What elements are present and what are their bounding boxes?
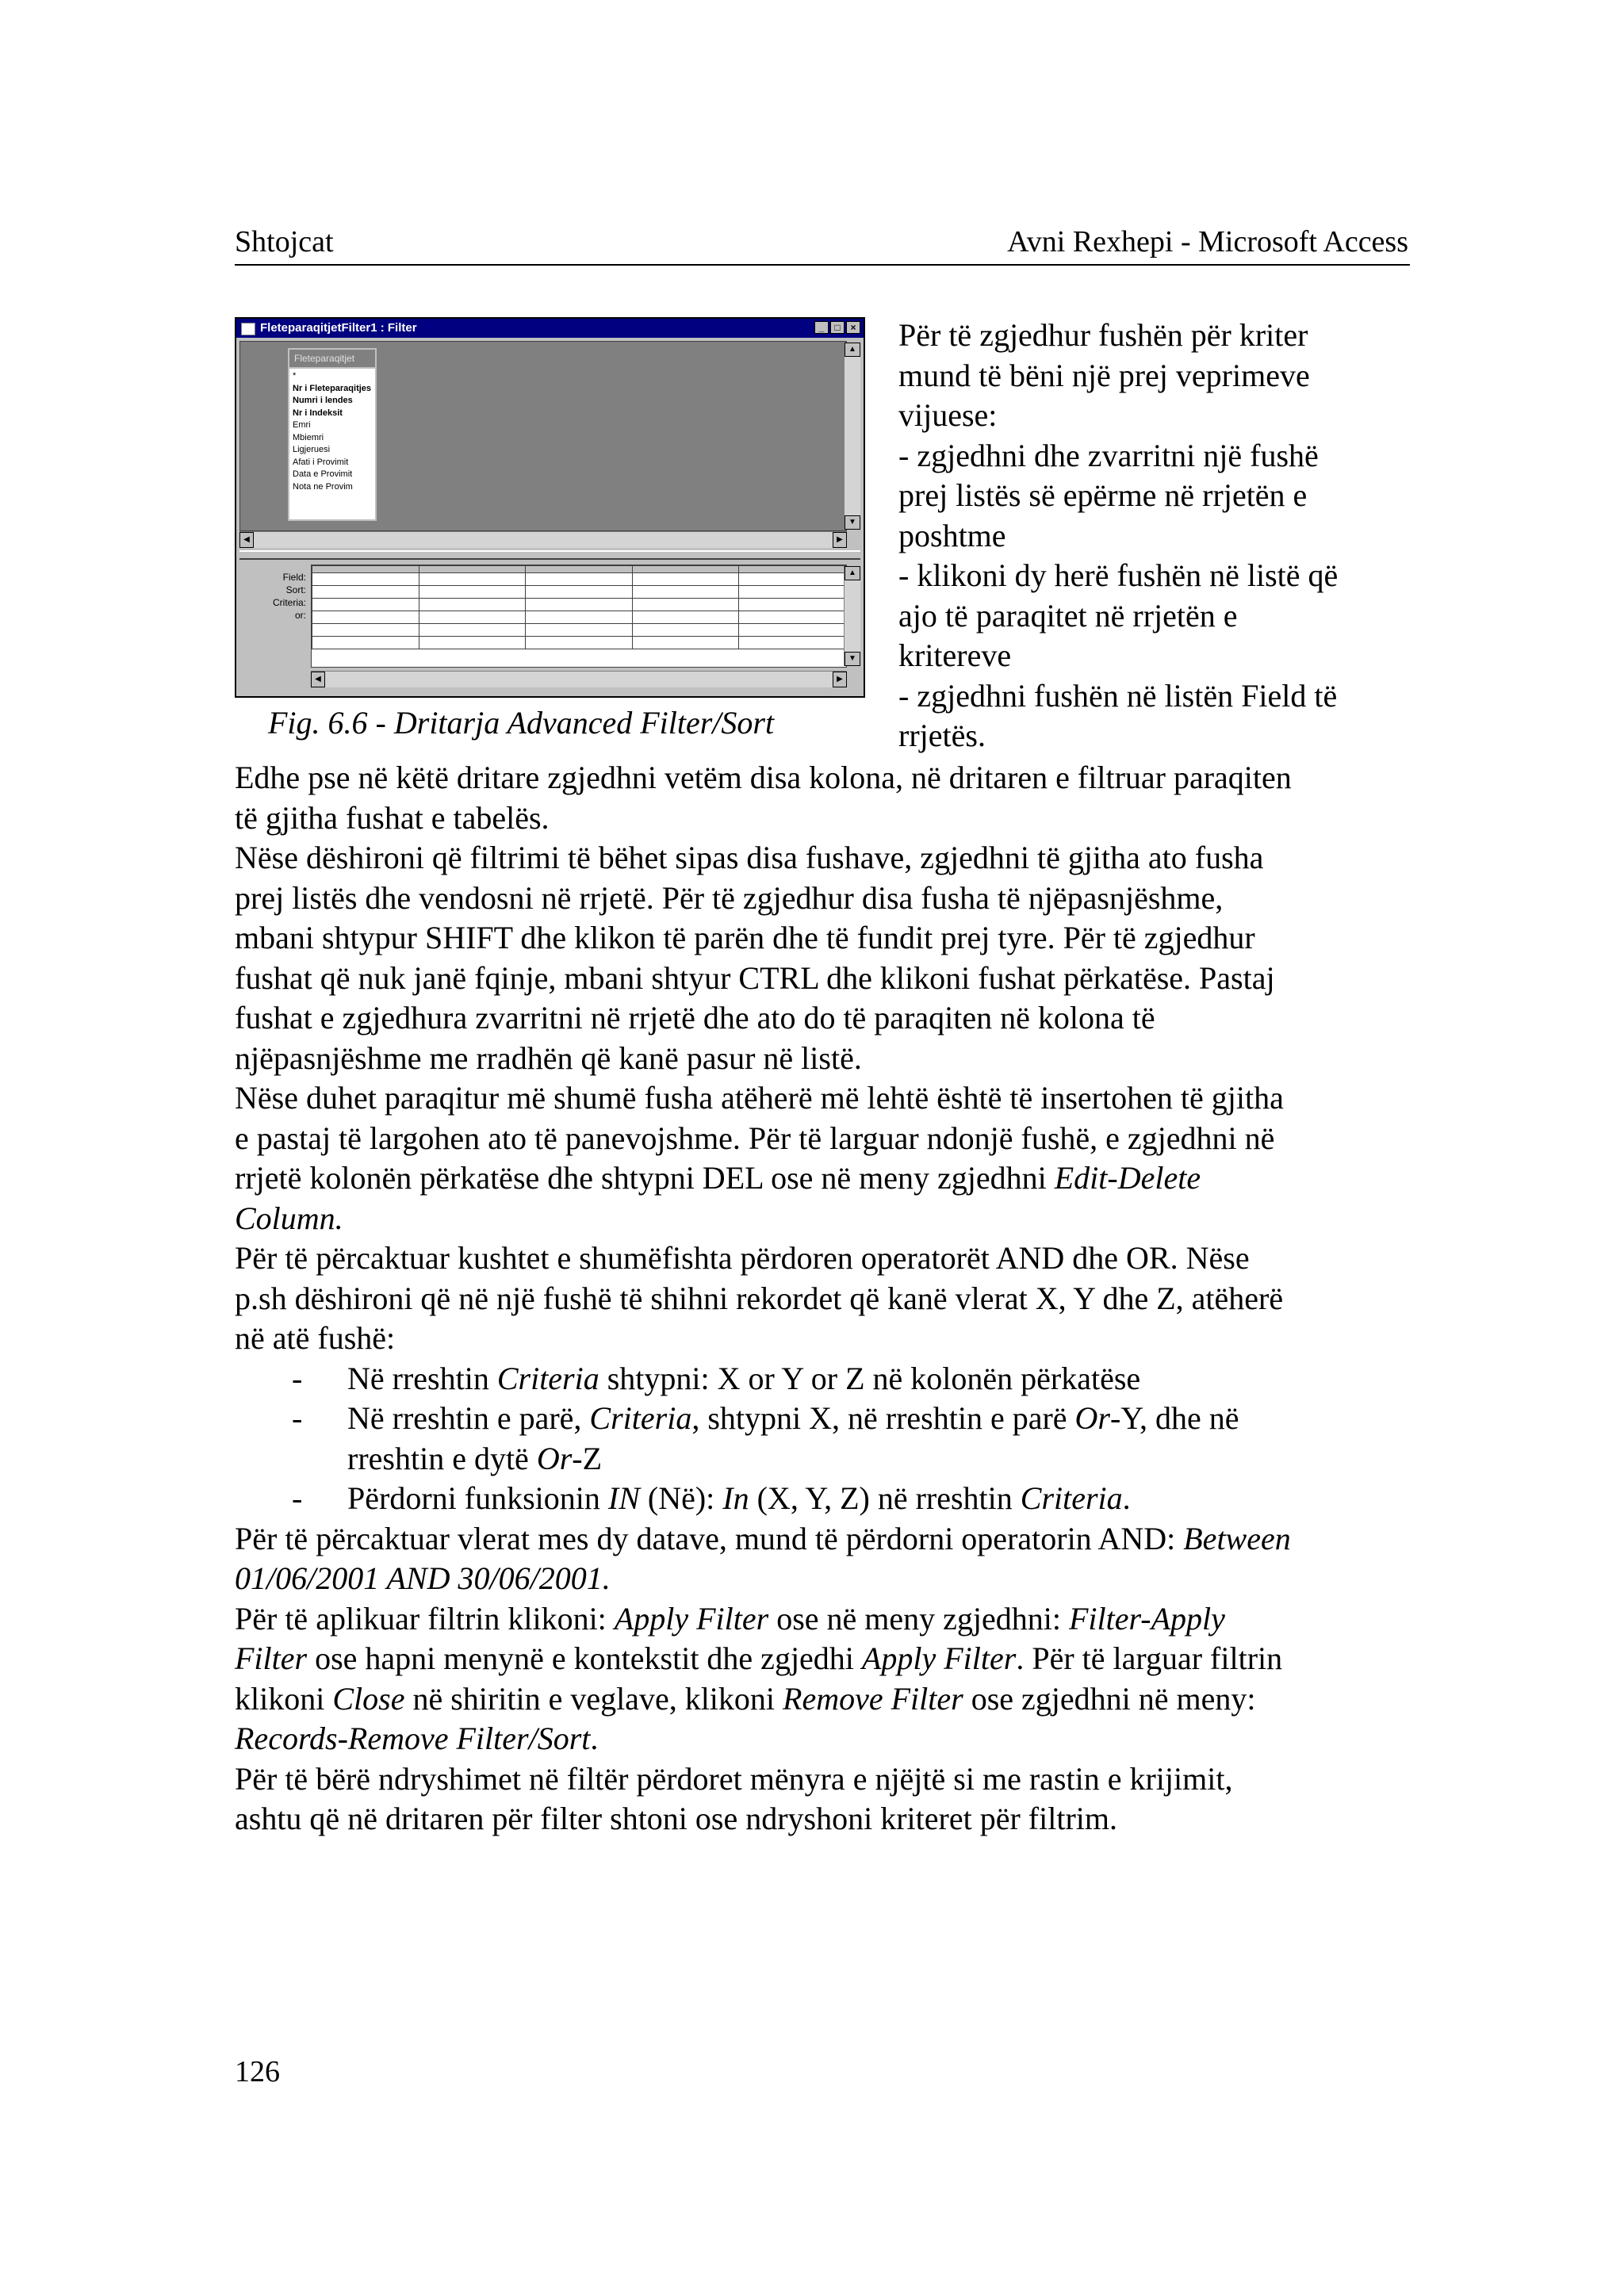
body-line: në atë fushë: xyxy=(235,1320,396,1356)
text-span: ose në meny zgjedhni: xyxy=(768,1600,1069,1636)
body-line xyxy=(235,1158,1424,1199)
bullet-dash: - xyxy=(292,1400,303,1436)
italic-term: Criteria xyxy=(1020,1480,1123,1516)
row-label-sort: Sort: xyxy=(285,584,306,595)
design-grid-row-labels xyxy=(243,571,306,622)
body-line: p.sh dëshironi që në një fushë të shihni rekordet që kanë vlerat X, Y dhe Z, atëherë xyxy=(235,1280,1284,1316)
scroll-up-icon: ▲ xyxy=(845,343,860,357)
text-span: Për të aplikuar filtrin klikoni: xyxy=(235,1600,615,1636)
italic-term: Apply Filter xyxy=(614,1600,769,1636)
header-book-title: Avni Rexhepi - Microsoft Access xyxy=(1007,225,1408,258)
italic-term: Or xyxy=(536,1440,573,1476)
italic-term: 01/06/2001 AND 30/06/2001 xyxy=(235,1560,603,1596)
scroll-left-icon: ◀ xyxy=(239,532,254,548)
text-span: . xyxy=(590,1721,599,1756)
body-line: të gjitha fushat e tabelës. xyxy=(235,799,550,836)
grid-horizontal-scrollbar xyxy=(311,671,847,687)
body-line: fushat e zgjedhura zvarritni në rrjetë dhe ato do të paraqiten në kolona të xyxy=(235,1000,1155,1035)
field-list-title: Fleteparaqitjet xyxy=(289,350,375,369)
bullet-item xyxy=(235,1479,1424,1519)
text-span: Në rreshtin e parë, xyxy=(347,1400,590,1436)
side-line: kritereve xyxy=(898,637,1012,673)
text-span: rreshtin e dytë xyxy=(347,1440,537,1476)
italic-term: Criteria xyxy=(589,1400,692,1436)
field-list-item: Data e Provimit xyxy=(293,469,353,479)
body-line xyxy=(235,1719,1424,1759)
text-span: Përdorni funksionin xyxy=(347,1480,608,1516)
body-line: prej listës dhe vendosni në rrjetë. Për të zgjedhur disa fusha të njëpasnjëshme, xyxy=(235,879,1224,916)
field-list-item: Emri xyxy=(293,420,311,430)
field-list-items xyxy=(289,369,375,495)
window-title: FleteparaqitjetFilter1 : Filter xyxy=(260,321,417,335)
top-vertical-scrollbar xyxy=(844,343,860,530)
italic-term: Between xyxy=(1183,1520,1291,1556)
body-line xyxy=(235,1559,1424,1599)
text-span: rrjetë kolonën përkatëse dhe shtypni DEL ose në meny zgjedhni xyxy=(235,1160,1055,1196)
field-list-item: Numri i lendes xyxy=(293,396,353,405)
bullet-continuation xyxy=(235,1439,1424,1480)
side-line: Për të zgjedhur fushën për kriter xyxy=(898,317,1308,353)
italic-term: Filter-Apply xyxy=(1069,1600,1225,1636)
close-icon: × xyxy=(846,321,860,334)
side-line: mund të bëni një prej veprimeve xyxy=(898,357,1310,393)
header-section-title: Shtojcat xyxy=(235,225,334,258)
field-list-item: Ligjeruesi xyxy=(293,445,331,454)
field-list-box xyxy=(288,348,377,521)
field-list-pane xyxy=(239,341,847,531)
text-span: , shtypni X, në rreshtin e parë xyxy=(691,1400,1075,1436)
text-span: shtypni: X or Y or Z në kolonën përkatëse xyxy=(599,1360,1141,1396)
italic-term: Or xyxy=(1074,1400,1110,1436)
side-line: - zgjedhni fushën në listën Field të xyxy=(898,677,1338,714)
text-span: . Për të larguar filtrin xyxy=(1016,1640,1283,1676)
body-line: Për të bërë ndryshimet në filtër përdoret mënyra e njëjtë si me rastin e krijimit, xyxy=(235,1760,1233,1797)
menu-path-italic: Edit-Delete xyxy=(1054,1160,1201,1196)
italic-term: Remove Filter xyxy=(783,1680,963,1717)
minimize-icon: _ xyxy=(814,321,829,334)
side-line: prej listës së epërme në rrjetën e xyxy=(898,477,1308,513)
body-line: Për të përcaktuar kushtet e shumëfishta përdoren operatorët AND dhe OR. Nëse xyxy=(235,1240,1250,1276)
text-span: . xyxy=(1122,1480,1131,1516)
field-list-item: Nr i Fleteparaqitjes xyxy=(293,383,372,393)
grid-scroll-down-icon: ▼ xyxy=(845,652,860,666)
body-line: ashtu që në dritaren për filter shtoni ose ndryshoni kriteret për filtrim. xyxy=(235,1801,1118,1836)
body-line: fushat që nuk janë fqinje, mbani shtyur CTRL dhe klikoni fushat përkatëse. Pastaj xyxy=(235,959,1275,996)
body-line xyxy=(235,1599,1424,1640)
grid-scroll-right-icon: ▶ xyxy=(833,672,847,687)
body-line: mbani shtypur SHIFT dhe klikon të parën dhe të fundit prej tyre. Për të zgjedhur xyxy=(235,920,1255,955)
body-text xyxy=(235,758,1424,1839)
text-span: Për të përcaktuar vlerat mes dy datave, mund të përdorni operatorin AND: xyxy=(235,1520,1184,1556)
side-line: - zgjedhni dhe zvarritni një fushë xyxy=(898,437,1319,473)
row-label-or: or: xyxy=(294,610,306,621)
row-label-field: Field: xyxy=(282,572,306,583)
grid-scroll-up-icon: ▲ xyxy=(845,566,860,580)
side-paragraph xyxy=(898,316,1422,756)
window-controls xyxy=(814,321,860,334)
text-span: klikoni xyxy=(235,1680,333,1717)
side-line: ajo të paraqitet në rrjetën e xyxy=(898,597,1238,634)
grid-vertical-scrollbar xyxy=(844,566,860,666)
side-line: rrjetës. xyxy=(898,718,986,753)
body-line xyxy=(235,1519,1424,1560)
text-span: ose hapni menynë e kontekstit dhe zgjedhi xyxy=(307,1640,862,1676)
body-line: e pastaj të largohen ato të panevojshme. Për të larguar ndonjë fushë, e zgjedhni në xyxy=(235,1120,1275,1156)
menu-path-italic: Column. xyxy=(235,1200,343,1236)
body-line: Nëse dëshironi që filtrimi të bëhet sipas disa fushave, zgjedhni të gjitha ato fusha xyxy=(235,840,1264,875)
italic-term: Filter xyxy=(235,1640,308,1676)
field-list-item: * xyxy=(293,371,297,381)
text-span: ose zgjedhni në meny: xyxy=(963,1680,1256,1717)
side-line: poshtme xyxy=(898,517,1006,553)
window-title-bar xyxy=(236,319,864,338)
figure-caption: Fig. 6.6 - Dritarja Advanced Filter/Sort xyxy=(268,705,775,741)
italic-term: Criteria xyxy=(496,1360,599,1396)
scroll-down-icon: ▼ xyxy=(845,515,860,530)
body-line: njëpasnjëshme me rradhën që kanë pasur në listë. xyxy=(235,1039,862,1076)
text-span: -Z xyxy=(572,1440,603,1476)
page-number: 126 xyxy=(235,2055,280,2088)
top-horizontal-scrollbar xyxy=(239,531,847,548)
bullet-dash: - xyxy=(292,1480,303,1516)
grid-scroll-left-icon: ◀ xyxy=(311,672,325,687)
design-grid xyxy=(311,565,847,668)
italic-term: In xyxy=(722,1480,749,1516)
filter-window-screenshot xyxy=(235,317,865,698)
bullet-item xyxy=(235,1359,1424,1399)
window-app-icon xyxy=(241,323,255,335)
italic-term: Apply Filter xyxy=(861,1640,1017,1676)
body-line: Nëse duhet paraqitur më shumë fusha atëherë më lehtë është të insertohen të gjitha xyxy=(235,1080,1284,1116)
text-span: -Y, dhe në xyxy=(1109,1400,1239,1436)
body-line xyxy=(235,1639,1424,1679)
text-span: (X, Y, Z) në rreshtin xyxy=(749,1480,1021,1516)
field-list-item: Nota ne Provim xyxy=(293,481,353,492)
scroll-right-icon: ▶ xyxy=(833,532,847,548)
design-grid-table xyxy=(312,565,846,649)
row-label-criteria: Criteria: xyxy=(272,597,306,608)
bullet-dash: - xyxy=(292,1360,303,1396)
body-line: Edhe pse në këtë dritare zgjedhni vetëm disa kolona, në dritaren e filtruar paraqiten xyxy=(235,760,1292,795)
text-span: Në rreshtin xyxy=(347,1360,497,1396)
text-span: . xyxy=(602,1560,611,1596)
body-line xyxy=(235,1679,1424,1720)
text-span: në shiritin e veglave, klikoni xyxy=(404,1680,783,1717)
header-rule xyxy=(235,264,1410,266)
side-line: vijuese: xyxy=(898,397,998,433)
field-list-item: Afati i Provimit xyxy=(293,457,349,467)
pane-splitter xyxy=(239,550,860,560)
field-list-item: Mbiemri xyxy=(293,432,324,442)
italic-term: IN xyxy=(607,1480,640,1516)
italic-term: Close xyxy=(332,1680,405,1717)
side-line: - klikoni dy herë fushën në listë që xyxy=(898,557,1339,593)
text-span: (Në): xyxy=(639,1480,723,1516)
field-list-item: Nr i Indeksit xyxy=(293,408,343,418)
italic-term: Records-Remove Filter/Sort xyxy=(235,1721,591,1756)
bullet-item xyxy=(235,1399,1424,1439)
maximize-icon: □ xyxy=(830,321,845,334)
